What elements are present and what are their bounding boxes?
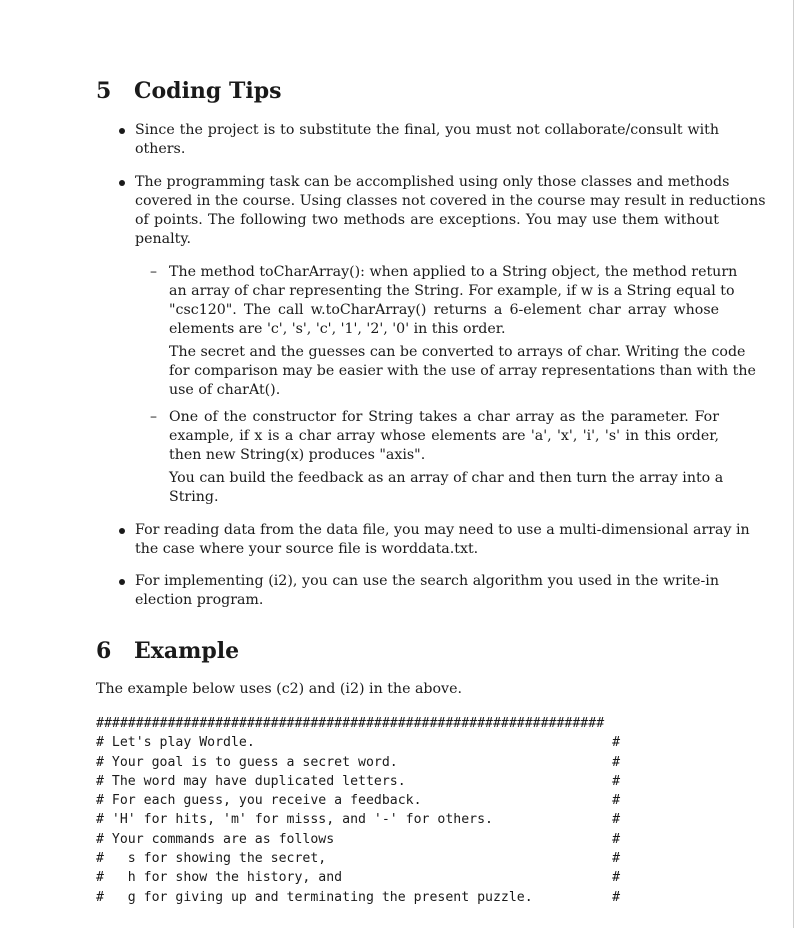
subitem-1-line-4: elements are 'c', 's', 'c', '1', '2', '0' in this order. bbox=[169, 321, 506, 337]
subitem-dash: – bbox=[150, 409, 157, 425]
section-heading-example bbox=[96, 638, 239, 664]
bullet-marker bbox=[119, 528, 125, 534]
section-title: Example bbox=[134, 638, 240, 664]
bullet-2-line-2: covered in the course. Using classes not covered in the course may result in reductions bbox=[135, 193, 766, 209]
bullet-4-line-1: For implementing (i2), you can use the search algorithm you used in the write-in bbox=[135, 573, 719, 589]
section-title: Coding Tips bbox=[134, 78, 282, 104]
subitem-1-line-1: The method toCharArray(): when applied to a String object, the method return bbox=[169, 264, 738, 280]
subitem-2-line-3: then new String(x) produces "axis". bbox=[169, 447, 426, 463]
subitem-1-line-5: The secret and the guesses can be converted to arrays of char. Writing the code bbox=[169, 344, 746, 360]
code-block: ################################################################ # Let's play Wordle. # # Your goal is to guess a secret word. # # The word may have duplicated letters. # # For each guess, you receive a feedback. # # 'H' for hits, 'm' for misss, and '-' for others. # # Your commands are as follows # # s for showing the secret, # # h for show the history, and # # g for giving up and terminating the present puzzle. # bbox=[96, 716, 621, 905]
bullet-marker bbox=[119, 128, 125, 134]
subitem-1-line-2: an array of char representing the String. For example, if w is a String equal to bbox=[169, 283, 735, 299]
subitem-2-line-5: String. bbox=[169, 489, 219, 505]
subitem-2-line-4: You can build the feedback as an array of char and then turn the array into a bbox=[169, 470, 724, 486]
bullet-4-line-2: election program. bbox=[135, 592, 264, 608]
subitem-dash: – bbox=[150, 264, 157, 280]
subitem-1-line-7: use of charAt(). bbox=[169, 382, 281, 398]
subitem-1-line-3: "csc120". The call w.toCharArray() returns a 6-element char array whose bbox=[169, 302, 719, 318]
bullet-2-line-3: of points. The following two methods are exceptions. You may use them without bbox=[135, 212, 719, 228]
section-number: 5 bbox=[96, 78, 112, 104]
bullet-1-line-2: others. bbox=[135, 141, 186, 157]
section-number: 6 bbox=[96, 638, 112, 664]
bullet-marker bbox=[119, 180, 125, 186]
bullet-3-line-1: For reading data from the data file, you may need to use a multi-dimensional array in bbox=[135, 522, 750, 538]
bullet-1-line-1: Since the project is to substitute the final, you must not collaborate/consult with bbox=[135, 122, 719, 138]
subitem-1-line-6: for comparison may be easier with the use of array representations than with the bbox=[169, 363, 756, 379]
subitem-2-line-1: One of the constructor for String takes a char array as the parameter. For bbox=[169, 409, 719, 425]
example-intro: The example below uses (c2) and (i2) in the above. bbox=[96, 681, 462, 697]
bullet-marker bbox=[119, 579, 125, 585]
section-heading-coding-tips bbox=[96, 78, 281, 104]
subitem-2-line-2: example, if x is a char array whose elements are 'a', 'x', 'i', 's' in this order, bbox=[169, 428, 719, 444]
bullet-2-line-1: The programming task can be accomplished using only those classes and methods bbox=[135, 174, 730, 190]
bullet-3-line-2: the case where your source file is worddata.txt. bbox=[135, 541, 479, 557]
bullet-2-line-4: penalty. bbox=[135, 231, 191, 247]
